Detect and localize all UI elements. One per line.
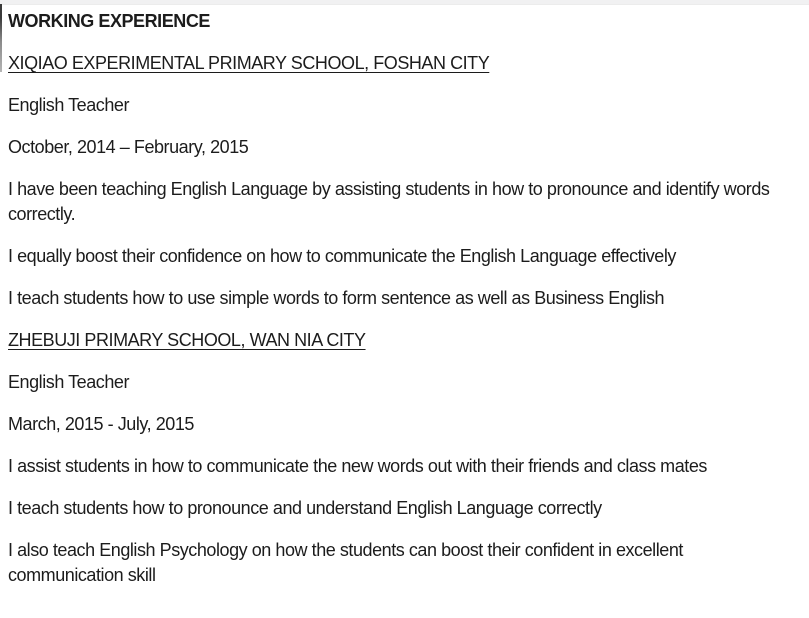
experience-point: I teach students how to pronounce and understand English Language correctly [8, 498, 602, 518]
employment-period-2: March, 2015 - July, 2015 [8, 414, 194, 434]
working-experience-heading: WORKING EXPERIENCE [8, 11, 210, 31]
school-title-xiqiao: XIQIAO EXPERIMENTAL PRIMARY SCHOOL, FOSHAN CITY [8, 53, 490, 73]
experience-point: I assist students in how to communicate the new words out with their friends and class mates [8, 456, 707, 476]
experience-point: I equally boost their confidence on how to communicate the English Language effectively [8, 246, 676, 266]
job-title-1: English Teacher [8, 95, 129, 115]
experience-point: I have been teaching English Language by assisting students in how to pronounce and identify words correctly. [8, 179, 770, 224]
job-title-2: English Teacher [8, 372, 129, 392]
employment-period-1: October, 2014 – February, 2015 [8, 137, 249, 157]
document-page [0, 5, 809, 605]
experience-point: I also teach English Psychology on how the students can boost their confident in excellent communication skill [8, 540, 683, 585]
school-title-zhebuji: ZHEBUJI PRIMARY SCHOOL, WAN NIA CITY [8, 330, 366, 350]
experience-point: I teach students how to use simple words to form sentence as well as Business English [8, 288, 665, 308]
